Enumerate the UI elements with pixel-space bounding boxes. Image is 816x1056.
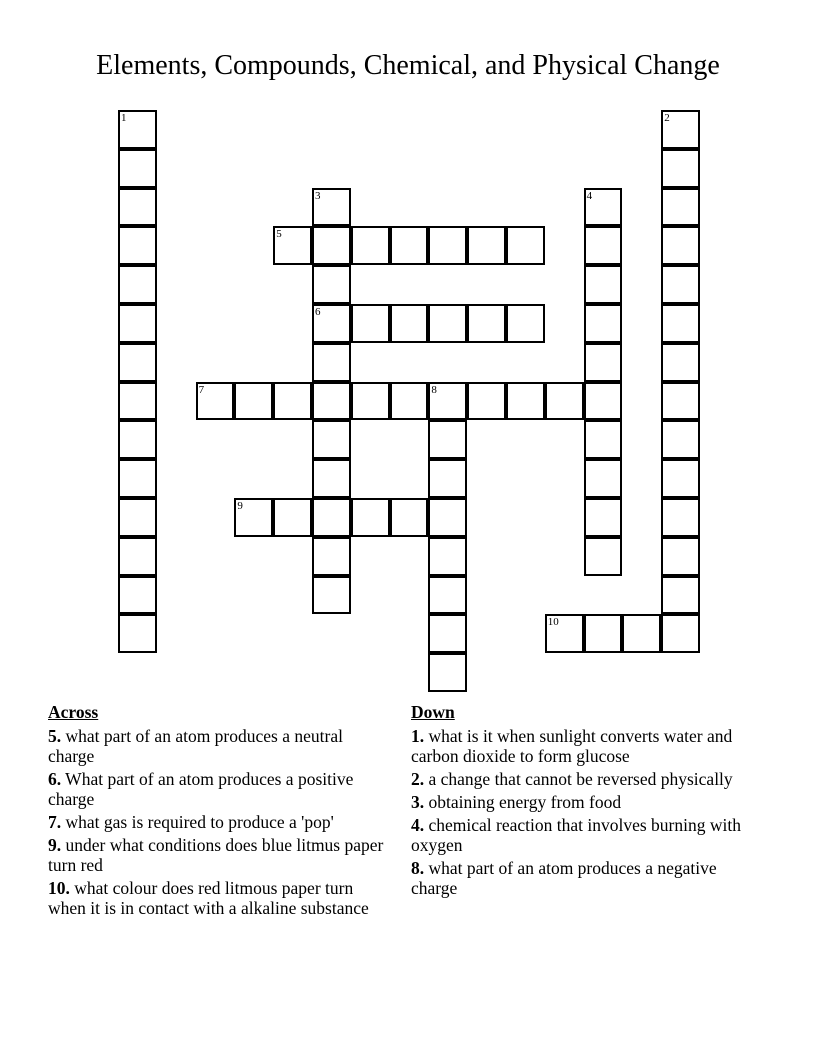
crossword-cell[interactable]: [390, 304, 429, 343]
crossword-cell[interactable]: [661, 382, 700, 421]
crossword-cell[interactable]: [234, 382, 273, 421]
crossword-cell[interactable]: [312, 382, 351, 421]
clue-number: 10.: [48, 878, 70, 898]
crossword-cell[interactable]: [351, 498, 390, 537]
crossword-cell[interactable]: [428, 304, 467, 343]
clue-number-label: 3: [315, 189, 321, 202]
crossword-cell[interactable]: [545, 382, 584, 421]
clue-number: 3.: [411, 792, 425, 812]
crossword-cell[interactable]: [584, 343, 623, 382]
clue-number: 2.: [411, 769, 425, 789]
clue-text: what colour does red litmous paper turn when it is in contact with a alkaline substance: [48, 878, 369, 918]
clue-number-label: 4: [586, 189, 593, 202]
crossword-cell[interactable]: [661, 149, 700, 188]
crossword-cell[interactable]: [351, 304, 390, 343]
crossword-cell[interactable]: [661, 537, 700, 576]
crossword-cell[interactable]: [312, 459, 351, 498]
crossword-cell[interactable]: [506, 226, 545, 265]
crossword-cell[interactable]: [118, 226, 157, 265]
across-clue: [48, 726, 388, 766]
crossword-cell[interactable]: [312, 265, 351, 304]
clue-text: a change that cannot be reversed physically: [424, 769, 733, 789]
crossword-cell[interactable]: [428, 576, 467, 615]
crossword-cell[interactable]: [661, 576, 700, 615]
crossword-cell[interactable]: [312, 420, 351, 459]
clue-text: obtaining energy from food: [424, 792, 622, 812]
crossword-cell[interactable]: [428, 459, 467, 498]
clue-text: What part of an atom produces a positive charge: [48, 769, 354, 809]
clue-text: under what conditions does blue litmus paper turn red: [48, 835, 384, 875]
crossword-cell[interactable]: [312, 226, 351, 265]
clue-number: 4.: [411, 815, 425, 835]
crossword-cell[interactable]: [312, 188, 351, 227]
clue-number: 8.: [411, 858, 425, 878]
crossword-cell[interactable]: [196, 382, 235, 421]
clue-text: chemical reaction that involves burning with oxygen: [411, 815, 741, 855]
clue-number: 7.: [48, 812, 62, 832]
crossword-cell[interactable]: [584, 498, 623, 537]
crossword-cell[interactable]: [584, 537, 623, 576]
crossword-cell[interactable]: [312, 537, 351, 576]
crossword-cell[interactable]: [661, 188, 700, 227]
clue-number-label: 6: [315, 306, 321, 318]
across-clue-list: [48, 726, 388, 918]
crossword-cell[interactable]: [118, 498, 157, 537]
crossword-cell[interactable]: [584, 420, 623, 459]
clue-number-label: 5: [276, 228, 282, 241]
crossword-cell[interactable]: [118, 576, 157, 615]
clue-number: 1.: [411, 726, 425, 746]
crossword-cell[interactable]: [428, 498, 467, 537]
crossword-cell[interactable]: [428, 614, 467, 653]
clue-text: what part of an atom produces a neutral charge: [48, 726, 343, 766]
down-clue: [411, 792, 761, 812]
crossword-cell[interactable]: [118, 343, 157, 382]
crossword-cell[interactable]: [467, 304, 506, 343]
clue-number-label: 8: [431, 383, 437, 396]
down-clue: [411, 815, 761, 855]
crossword-cell[interactable]: [234, 498, 273, 537]
crossword-cell[interactable]: [118, 149, 157, 188]
down-clue: [411, 769, 761, 789]
clue-number-label: 1: [121, 112, 127, 124]
clue-number-label: 10: [547, 616, 559, 629]
crossword-cell[interactable]: [584, 188, 623, 227]
crossword-cell[interactable]: [351, 382, 390, 421]
crossword-cell[interactable]: [584, 304, 623, 343]
clue-number: 5.: [48, 726, 62, 746]
crossword-cell[interactable]: [661, 614, 700, 653]
across-clue: [48, 878, 388, 918]
across-clue: [48, 812, 388, 832]
crossword-cell[interactable]: [312, 304, 351, 343]
crossword-cell[interactable]: [312, 576, 351, 615]
clue-text: what is it when sunlight converts water and carbon dioxide to form glucose: [411, 726, 733, 766]
crossword-cell[interactable]: [428, 226, 467, 265]
crossword-cell[interactable]: [390, 382, 429, 421]
crossword-cell[interactable]: [622, 614, 661, 653]
crossword-cell[interactable]: [273, 498, 312, 537]
clue-number-label: 2: [664, 112, 670, 124]
crossword-cell[interactable]: [661, 498, 700, 537]
clue-number: 9.: [48, 835, 62, 855]
crossword-cell[interactable]: [273, 226, 312, 265]
crossword-cell[interactable]: [545, 614, 584, 653]
crossword-cell[interactable]: [118, 110, 157, 149]
crossword-cell[interactable]: [428, 653, 467, 692]
crossword-cell[interactable]: [428, 420, 467, 459]
crossword-cell[interactable]: [661, 459, 700, 498]
crossword-cell[interactable]: [661, 304, 700, 343]
across-clue: [48, 769, 388, 809]
crossword-cell[interactable]: [506, 382, 545, 421]
crossword-cell[interactable]: [312, 343, 351, 382]
clue-number-label: 7: [198, 383, 205, 396]
crossword-cell[interactable]: [118, 614, 157, 653]
page-title: Elements, Compounds, Chemical, and Physical Change: [96, 50, 720, 81]
crossword-cell[interactable]: [390, 226, 429, 265]
crossword-cell[interactable]: [118, 188, 157, 227]
clue-number: 6.: [48, 769, 62, 789]
crossword-cell[interactable]: [273, 382, 312, 421]
crossword-cell[interactable]: [584, 382, 623, 421]
crossword-cell[interactable]: [118, 304, 157, 343]
crossword-cell[interactable]: [118, 265, 157, 304]
clue-text: what gas is required to produce a 'pop': [61, 812, 334, 832]
down-clue: [411, 726, 761, 766]
crossword-cell[interactable]: [584, 459, 623, 498]
crossword-cell[interactable]: [118, 420, 157, 459]
clue-text: what part of an atom produces a negative charge: [411, 858, 717, 898]
crossword-cell[interactable]: [661, 420, 700, 459]
clue-number-label: 9: [237, 500, 243, 512]
down-heading: Down: [411, 702, 455, 722]
crossword-cell[interactable]: [351, 226, 390, 265]
crossword-cell[interactable]: [584, 614, 623, 653]
down-clues: [411, 702, 761, 901]
crossword-cell[interactable]: [584, 265, 623, 304]
crossword-cell[interactable]: [661, 110, 700, 149]
crossword-cell[interactable]: [467, 226, 506, 265]
crossword-cell[interactable]: [467, 382, 506, 421]
crossword-cell[interactable]: [312, 498, 351, 537]
crossword-cell[interactable]: [661, 265, 700, 304]
down-clue: [411, 858, 761, 898]
across-clue: [48, 835, 388, 875]
crossword-cell[interactable]: [428, 382, 467, 421]
crossword-cell[interactable]: [428, 537, 467, 576]
crossword-cell[interactable]: [390, 498, 429, 537]
across-clues: [48, 702, 388, 921]
down-clue-list: [411, 726, 761, 898]
crossword-cell[interactable]: [118, 382, 157, 421]
crossword-cell[interactable]: [118, 537, 157, 576]
crossword-cell[interactable]: [506, 304, 545, 343]
crossword-cell[interactable]: [584, 226, 623, 265]
across-heading: Across: [48, 702, 99, 722]
crossword-cell[interactable]: [118, 459, 157, 498]
crossword-cell[interactable]: [661, 343, 700, 382]
crossword-cell[interactable]: [661, 226, 700, 265]
